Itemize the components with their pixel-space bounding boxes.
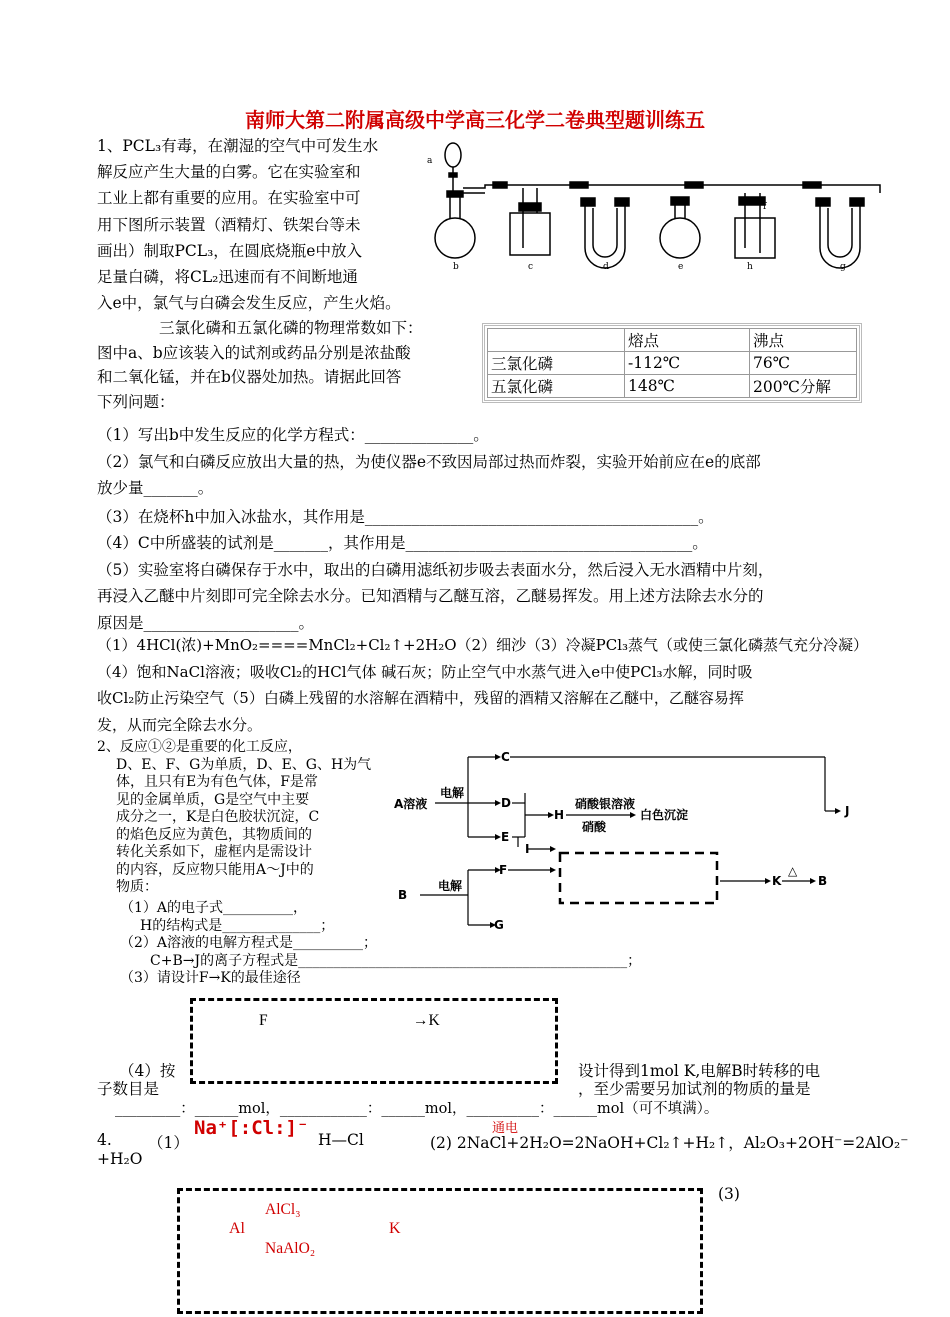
- table-cell: 三氯化磷: [488, 352, 625, 375]
- flow-D: D: [501, 796, 511, 810]
- flow-B: B: [398, 888, 408, 902]
- table-cell: 76℃: [750, 352, 857, 375]
- q4-left1: （4）按: [119, 1062, 176, 1080]
- table-cell: 148℃: [625, 375, 750, 398]
- q1-line: 画出）制取PCL₃，在圆底烧瓶e中放入: [97, 241, 362, 260]
- flow-C: C: [501, 750, 510, 764]
- flow-delta: △: [788, 864, 798, 878]
- design-box-1: [190, 998, 558, 1084]
- q2-text: [97, 739, 371, 897]
- ans-part1: （1）: [148, 1134, 189, 1152]
- flow-reagent2: 硝酸: [582, 820, 607, 834]
- label-d: d: [603, 262, 609, 272]
- answer-line: 收Cl₂防止污染空气（5）白磷上残留的水溶解在酒精中，残留的酒精又溶解在乙醚中，乙醚容易挥: [97, 689, 744, 707]
- electron-formula: Na⁺[:Cl:]⁻: [194, 1117, 309, 1139]
- flow-electrolysis1: 电解: [440, 786, 465, 800]
- q2-line: 2、反应①②是重要的化工反应，: [97, 739, 302, 755]
- q4-right1: 设计得到1mol K,电解B时转移的电: [578, 1062, 821, 1080]
- question-line: （4）C中所盛装的试剂是_______，其作用是_____________________________________。: [97, 534, 708, 552]
- flow-reagent1: 硝酸银溶液: [575, 797, 636, 811]
- q1-line: 用下图所示装置（酒精灯、铁架台等未: [97, 215, 361, 234]
- q2-sub-line: C+B→J的离子方程式是_______________________________________________；: [150, 952, 642, 969]
- flow-electrolysis2: 电解: [438, 879, 463, 893]
- q4-left2: 子数目是: [97, 1080, 160, 1098]
- q4-line3: _________：______mol，____________：______mol，__________：______mol（可不填满）。: [115, 1101, 719, 1117]
- q1-intro: [97, 133, 401, 316]
- q2-line: 物质：: [116, 879, 158, 895]
- box2-K: K: [389, 1220, 401, 1237]
- ans-part3: (3): [718, 1185, 740, 1203]
- apparatus-diagram: [425, 133, 885, 273]
- q2-line: 转化关系如下，虚框内是需设计: [116, 844, 312, 860]
- label-g: g: [840, 262, 846, 272]
- q2-line: 见的金属单质，G是空气中主要: [116, 791, 310, 808]
- q2-sub-line: （3）请设计F→K的最佳途径: [120, 970, 301, 986]
- question-line: 放少量_______。: [97, 479, 214, 497]
- q1-para2: [97, 316, 423, 414]
- q1-para2-line: 三氯化磷和五氯化磷的物理常数如下：: [159, 319, 423, 337]
- q1-para2-line: 和二氧化锰，并在b仪器处加热。请据此回答: [97, 368, 402, 386]
- question-line: （2）氯气和白磷反应放出大量的热，为使仪器e不致因局部过热而炸裂，实验开始前应在e的底部: [97, 452, 761, 471]
- flow-H: H: [554, 808, 565, 822]
- table-header: [488, 329, 625, 352]
- q2-sub-line: （1）A的电子式__________，: [120, 900, 308, 916]
- question-line: （5）实验室将白磷保存于水中，取出的白磷用滤纸初步吸去表面水分，然后浸入无水酒精中片刻，: [97, 560, 774, 579]
- q1-line: 解反应产生大量的白雾。它在实验室和: [97, 163, 361, 182]
- question-line: 再浸入乙醚中片刻即可完全除去水分。已知酒精与乙醚互溶，乙醚易挥发。用上述方法除去水分的: [97, 587, 764, 605]
- flow-G: G: [494, 918, 504, 930]
- q1-line: 入e中，氯气与白磷会发生反应，产生火焰。: [97, 294, 401, 313]
- q2-line: D、E、F、G为单质，D、E、G、H为气: [116, 756, 372, 773]
- ans-num: 4.: [97, 1131, 112, 1149]
- ans-part2: (2) 2NaCl+2H₂O=2NaOH+Cl₂↑+H₂↑，Al₂O₃+2OH⁻=2AlO₂⁻: [430, 1134, 909, 1152]
- flow-K: K: [772, 874, 782, 888]
- answer-line: 发，从而完全除去水分。: [97, 715, 263, 734]
- q1-line: 足量白磷，将CL₂迅速而有不间断地通: [97, 268, 358, 287]
- label-h: h: [747, 262, 753, 272]
- flow-E: E: [501, 830, 510, 844]
- table-header: 沸点: [750, 329, 857, 352]
- q2-line: 体，且只有E为有色气体，F是常: [116, 774, 318, 790]
- answer-line: （1）4HCl(浓)+MnO₂====MnCl₂+Cl₂↑+2H₂O（2）细沙（3）冷凝PCl₃蒸气（或使三氯化磷蒸气充分冷凝）: [97, 636, 869, 654]
- h-structure: H—Cl: [318, 1131, 364, 1149]
- flow-A: A溶液: [394, 797, 428, 811]
- q1-para2-line: 下列问题：: [97, 392, 175, 411]
- design-box: [560, 853, 717, 903]
- q2-line: 的内容，反应物只能用A～J中的: [116, 861, 314, 878]
- label-c: c: [528, 262, 534, 272]
- q2-sub-line: H的结构式是______________；: [140, 917, 335, 934]
- constants-table-frame: [482, 323, 862, 403]
- constants-table: [487, 328, 857, 398]
- table-cell: 200℃分解: [750, 375, 857, 398]
- flow-J: J: [845, 804, 850, 818]
- label-a: a: [427, 156, 433, 166]
- answer-line: （4）饱和NaCl溶液；吸收Cl₂的HCl气体 碱石灰；防止空气中水蒸气进入e中使PCl₃水解，同时吸: [97, 662, 753, 681]
- q2-line: 的焰色反应为黄色，其物质间的: [116, 826, 312, 843]
- q1-questions: [97, 422, 773, 636]
- q1-line: 工业上都有重要的应用。在实验室中可: [97, 189, 361, 208]
- q1-line: 1、PCL₃有毒，在潮湿的空气中可发生水: [97, 137, 379, 155]
- q1-para2-line: 图中a、b应该装入的试剂或药品分别是浓盐酸: [97, 343, 411, 362]
- flow-B2: B: [818, 874, 828, 888]
- flow-I: I: [525, 842, 530, 856]
- box1-F: F: [259, 1012, 268, 1029]
- box2-NaAlO2: NaAlO₂: [265, 1240, 316, 1257]
- tongdian-label: 通电: [492, 1121, 519, 1136]
- box2-Al: Al: [229, 1220, 245, 1237]
- label-b: b: [453, 262, 459, 272]
- flow-F: F: [499, 863, 508, 877]
- page-title: 南师大第二附属高级中学高三化学二卷典型题训练五: [245, 108, 705, 132]
- table-header: 熔点: [625, 329, 750, 352]
- question-line: （3）在烧杯h中加入冰盐水，其作用是___________________________________________。: [97, 507, 714, 526]
- q2-line: 成分之一，K是白色胶状沉淀，C: [116, 809, 320, 825]
- q4-right2: ，至少需要另加试剂的物质的量是: [578, 1080, 811, 1098]
- table-cell: 五氯化磷: [488, 375, 625, 398]
- box1-K: →K: [413, 1012, 440, 1029]
- ans-part2b: +H₂O: [97, 1150, 143, 1168]
- box2-AlCl3: AlCl₃: [265, 1201, 301, 1218]
- design-box-2: [177, 1188, 703, 1314]
- label-e: e: [678, 262, 684, 272]
- table-cell: -112℃: [625, 352, 750, 375]
- flow-precipitate: 白色沉淀: [640, 808, 689, 822]
- q2-sub-line: （2）A溶液的电解方程式是__________；: [120, 935, 378, 951]
- question-line: （1）写出b中发生反应的化学方程式：______________。: [97, 426, 489, 444]
- q1-answers: [97, 632, 868, 738]
- label-f: f: [763, 202, 767, 212]
- question-line: 原因是____________________。: [97, 613, 315, 632]
- q2-sub: [120, 900, 641, 988]
